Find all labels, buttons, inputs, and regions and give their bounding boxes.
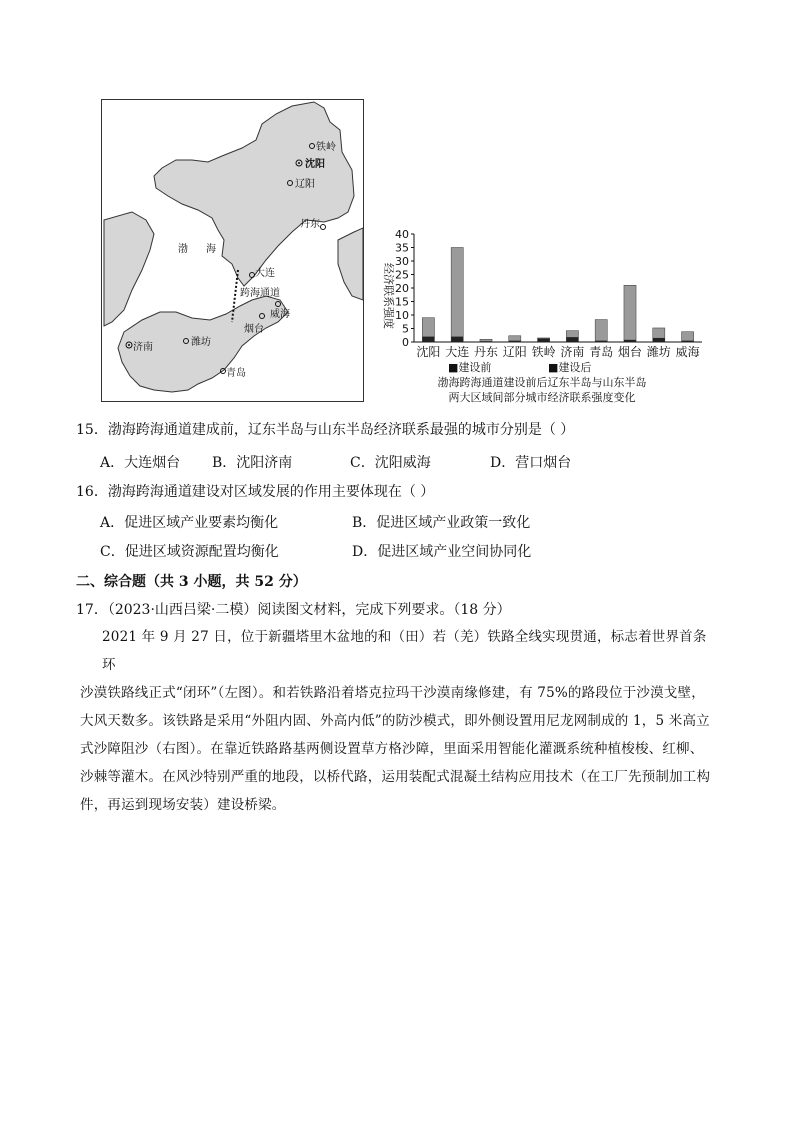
- y-tick-label: 0: [402, 336, 409, 349]
- q17-passage: [80, 623, 720, 819]
- q17-line-4: 式沙障阻沙（右图）。在靠近铁路路基两侧设置草方格沙障，里面采用智能化灌溉系统种植梭梭、红柳、: [80, 741, 704, 757]
- q17-line-1: 2021 年 9 月 27 日，位于新疆塔里木盆地的和（田）若（羌）铁路全线实现贯通，标志着世界首条环: [102, 629, 707, 673]
- chart-ylabel: 经济联系强度: [382, 263, 395, 329]
- x-tick-label: 青岛: [589, 345, 614, 359]
- bar-after: [595, 320, 607, 342]
- q17-header: 17．（2023·山西吕梁·二模）阅读图文材料，完成下列要求。（18 分）: [76, 602, 511, 618]
- x-tick-label: 威海: [675, 345, 700, 359]
- dandong-label: 丹东: [300, 219, 320, 230]
- q16-option-a[interactable]: A．促进区域产业要素均衡化: [100, 515, 279, 531]
- q15-option-a[interactable]: A．大连烟台: [100, 455, 181, 471]
- q15-stem: 15．渤海跨海通道建成前，辽东半岛与山东半岛经济联系最强的城市分别是（ ）: [76, 422, 575, 438]
- yantai-label: 烟台: [244, 324, 264, 335]
- y-tick-label: 25: [395, 268, 409, 282]
- tieling-label: 铁岭: [316, 142, 336, 153]
- hebei-land: [104, 212, 154, 326]
- bar-before: [566, 337, 578, 342]
- y-tick-label: 35: [395, 241, 409, 255]
- x-tick-label: 济南: [560, 345, 585, 359]
- bar-before: [451, 337, 463, 342]
- x-tick-label: 辽阳: [502, 345, 527, 359]
- bar-before: [480, 341, 492, 342]
- y-tick-label: 5: [402, 322, 409, 336]
- chart-legend: [448, 360, 591, 374]
- q16-option-c[interactable]: C．促进区域资源配置均衡化: [100, 544, 279, 560]
- legend-after: ■建设后: [548, 361, 592, 374]
- x-tick-label: 大连: [445, 345, 470, 359]
- bar-before: [624, 340, 636, 342]
- x-tick-label: 丹东: [473, 345, 499, 359]
- bar-before: [422, 337, 434, 342]
- y-tick-label: 15: [395, 295, 409, 309]
- y-tick-label: 30: [395, 255, 409, 268]
- bar-after: [451, 248, 463, 343]
- bar-before: [653, 338, 665, 342]
- section-heading: 二、综合题（共 3 小题，共 52 分）: [76, 574, 307, 590]
- q17-line-5: 沙棘等灌木。在风沙特别严重的地段，以桥代路，运用装配式混凝土结构应用技术（在工厂先预制加工构: [80, 769, 711, 785]
- q15-option-b[interactable]: B．沈阳济南: [212, 455, 293, 471]
- chart-caption-1: 渤海跨海通道建设前后辽东半岛与山东半岛: [437, 376, 647, 389]
- bar-after: [624, 285, 636, 342]
- y-tick-label: 20: [395, 282, 409, 295]
- y-tick-label: 10: [395, 309, 409, 322]
- q17-line-3: 大风天数多。该铁路是采用“外阻内固、外高内低”的防沙模式，即外侧设置用尼龙网制成的 1，5 米高立: [80, 713, 710, 729]
- bar-after: [682, 332, 694, 342]
- korea-land: [338, 228, 363, 300]
- shenyang-label: 沈阳: [305, 159, 325, 170]
- map-figure: [101, 99, 364, 402]
- bar-before: [682, 341, 694, 342]
- liaoyang-label: 辽阳: [295, 179, 315, 190]
- q16-option-d[interactable]: D．促进区域产业空间协同化: [352, 544, 532, 560]
- dandong-marker: [321, 225, 326, 230]
- q16-stem: 16．渤海跨海通道建设对区域发展的作用主要体现在（ ）: [76, 484, 435, 500]
- qingdao-label: 青岛: [226, 368, 246, 379]
- x-tick-label: 沈阳: [416, 345, 441, 359]
- dalian-label: 大连: [255, 268, 275, 279]
- legend-before: ■建设前: [448, 361, 492, 374]
- jinan-dot: [128, 344, 130, 346]
- x-tick-label: 潍坊: [646, 345, 671, 359]
- x-tick-label: 铁岭: [531, 345, 556, 359]
- q17-line-2: 沙漠铁路线正式“闭环”（左图）。和若铁路沿着塔克拉玛干沙漠南缘修建，有 75%的路段位于沙漠戈壁，: [80, 685, 705, 701]
- y-tick-label: 40: [395, 228, 409, 241]
- q16-option-b[interactable]: B．促进区域产业政策一致化: [352, 515, 531, 531]
- bar-before: [538, 338, 550, 342]
- sea-label-2: 海: [206, 244, 216, 255]
- sea-label-1: 渤: [178, 244, 188, 255]
- x-tick-label: 烟台: [617, 345, 643, 359]
- chart-caption-2: 两大区域间部分城市经济联系强度变化: [448, 391, 636, 404]
- q15-option-c[interactable]: C．沈阳威海: [350, 455, 431, 471]
- weihai-label: 威海: [270, 309, 290, 320]
- bar-before: [509, 341, 521, 342]
- jinan-label: 济南: [133, 342, 153, 353]
- q15-option-d[interactable]: D．营口烟台: [490, 455, 572, 471]
- chart-svg: [368, 226, 708, 406]
- liaoning-land: [154, 102, 354, 286]
- bar-before: [595, 341, 607, 342]
- q17-line-6: 件，再运到现场安装）建设桥梁。: [80, 797, 286, 813]
- weifang-label: 潍坊: [191, 337, 211, 348]
- tunnel-label: 跨海通道: [240, 288, 280, 299]
- shenyang-dot: [298, 162, 300, 164]
- economic-link-chart: [368, 226, 708, 406]
- bohai-map: [102, 100, 363, 401]
